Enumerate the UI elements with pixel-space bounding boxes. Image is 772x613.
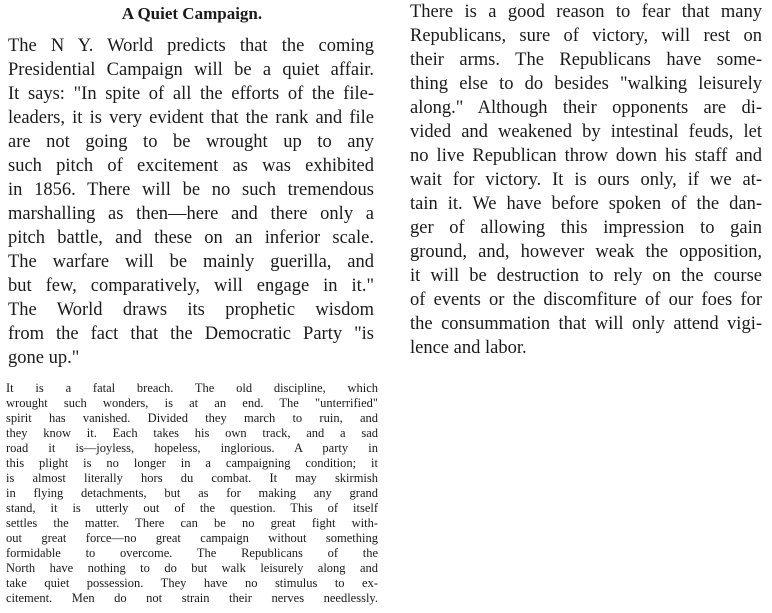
quote-line: spirit has vanished. Divided they march to ruin, and	[6, 411, 378, 425]
body-line: ger of allowing this impression to gain	[410, 218, 762, 238]
body-line: The N Y. World predicts that the coming	[8, 36, 374, 56]
body-line: pitch battle, and these on an inferior scale.	[8, 228, 374, 248]
body-line: but few, comparatively, will engage in it."	[8, 276, 374, 296]
body-line: no live Republican throw down his staff and	[410, 146, 762, 166]
body-line: The warfare will be mainly guerilla, and	[8, 252, 374, 272]
quote-line: road it is—joyless, hopeless, inglorious. A party in	[6, 441, 378, 455]
quote-line: It is a fatal breach. The old discipline, which	[6, 381, 378, 395]
body-line: vided and weakened by intestinal feuds, let	[410, 122, 762, 142]
quote-line: this plight is no longer in a campaigning condition; it	[6, 456, 378, 470]
quote-line: settles the matter. There can be no great fight with-	[6, 516, 378, 530]
body-line: of events or the discomfiture of our foes for	[410, 290, 762, 310]
quote-line: citement. Men do not strain their nerves needlessly.	[6, 591, 378, 605]
body-line: There is a good reason to fear that many	[410, 2, 762, 22]
quote-line: out great force—no great campaign without something	[6, 531, 378, 545]
body-line: thing else to do besides "walking leisurely	[410, 74, 762, 94]
body-line: Presidential Campaign will be a quiet affair.	[8, 60, 374, 80]
body-line: such pitch of excitement as was exhibited	[8, 156, 374, 176]
body-line: in 1856. There will be no such tremendous	[8, 180, 374, 200]
quote-line: is almost literally hors du combat. It may skirmish	[6, 471, 378, 485]
quote-line: they know it. Each takes his own track, and a sad	[6, 426, 378, 440]
body-line: it will be destruction to rely on the course	[410, 266, 762, 286]
body-line: marshalling as then—here and there only a	[8, 204, 374, 224]
body-line: along." Although their opponents are di-	[410, 98, 762, 118]
headline: A Quiet Campaign.	[121, 4, 263, 23]
quote-line: in flying detachments, but as for making any grand	[6, 486, 378, 500]
quote-line: North have nothing to do but walk leisurely along and	[6, 561, 378, 575]
body-line: gone up."	[8, 348, 80, 368]
quote-line: formidable to overcome. The Republicans of the	[6, 546, 378, 560]
body-line: It says: "In spite of all the efforts of the file-	[8, 84, 374, 104]
body-line: lence and labor.	[410, 338, 527, 358]
body-line: are not going to be wrought up to any	[8, 132, 374, 152]
quote-line: stand, it is utterly out of the question. This of itself	[6, 501, 378, 515]
body-line: wait for victory. It is ours only, if we at-	[410, 170, 762, 190]
body-line: tain it. We have before spoken of the dan-	[410, 194, 762, 214]
body-line: leaders, it is very evident that the rank and file	[8, 108, 374, 128]
body-line: their arms. The Republicans have some-	[410, 50, 762, 70]
body-line: the consummation that will only attend vigi-	[410, 314, 762, 334]
body-line: from the fact that the Democratic Party "is	[8, 324, 374, 344]
body-line: Republicans, sure of victory, will rest on	[410, 26, 762, 46]
quote-line: wrought such wonders, is at an end. The "unterrified"	[6, 396, 378, 410]
quote-line: take quiet possession. They have no stimulus to ex-	[6, 576, 378, 590]
body-line: ground, and, however weak the opposition,	[410, 242, 762, 262]
body-line: The World draws its prophetic wisdom	[8, 300, 374, 320]
